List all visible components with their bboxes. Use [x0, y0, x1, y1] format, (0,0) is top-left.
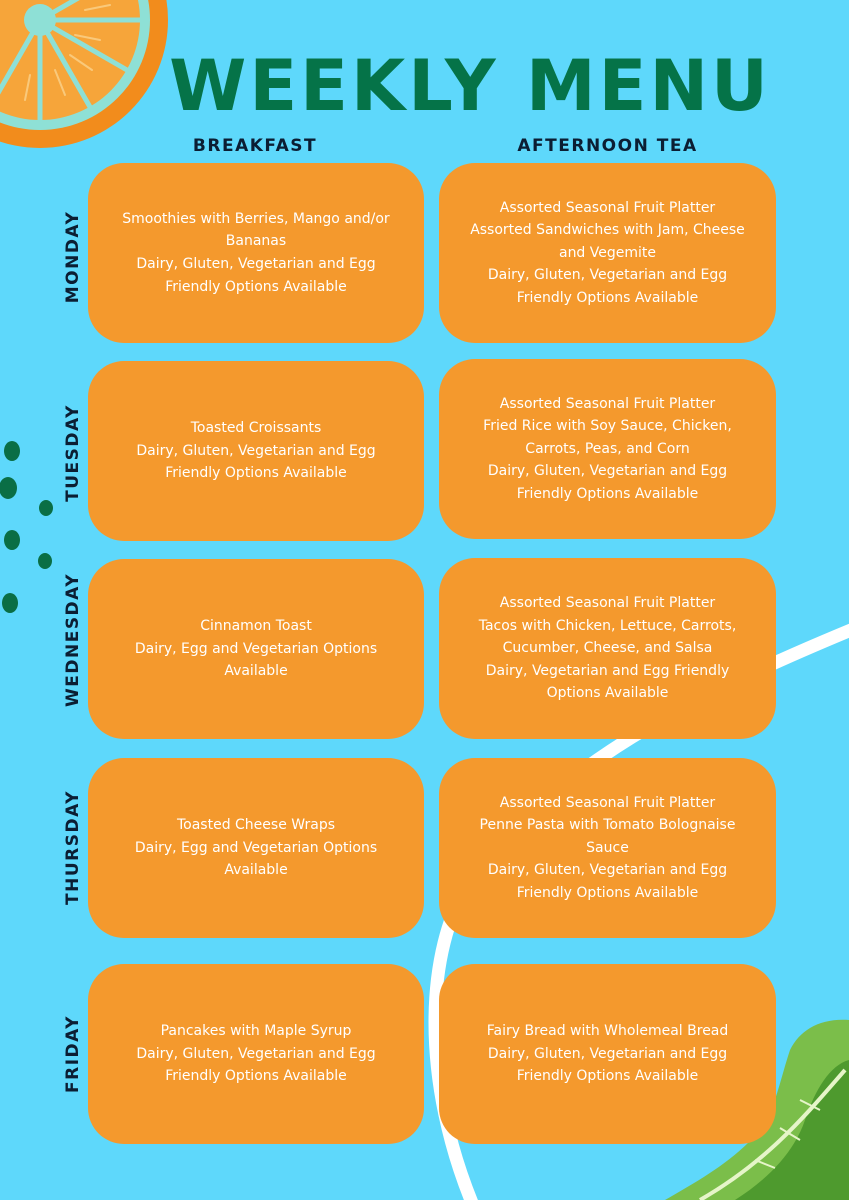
menu-line: Dairy, Vegetarian and Egg Friendly [485, 662, 730, 679]
page-title: WEEKLY MENU [169, 45, 771, 127]
menu-line: Assorted Seasonal Fruit Platter [499, 595, 716, 612]
menu-line: Assorted Sandwiches with Jam, Cheese [470, 222, 745, 239]
menu-line: Penne Pasta with Tomato Bolognaise [479, 817, 736, 834]
menu-line: Dairy, Gluten, Vegetarian and Egg [487, 267, 728, 284]
tuesday-breakfast-card [88, 361, 424, 541]
day-label-friday: FRIDAY [63, 1015, 83, 1093]
tuesday-tea-card [439, 359, 776, 539]
menu-line: Options Available [546, 685, 669, 702]
friday-tea-card [439, 964, 776, 1144]
thursday-breakfast-card [88, 758, 424, 938]
friday-breakfast-card [88, 964, 424, 1144]
menu-line: Assorted Seasonal Fruit Platter [499, 199, 716, 216]
menu-line: Available [224, 663, 288, 680]
menu-line: Friendly Options Available [516, 289, 699, 306]
menu-line: Friendly Options Available [516, 485, 699, 502]
menu-line: Fairy Bread with Wholemeal Bread [486, 1023, 729, 1040]
menu-line: Friendly Options Available [165, 1068, 347, 1085]
menu-line: Dairy, Egg and Vegetarian Options [134, 640, 378, 657]
afternoon-tea-column-heading: AFTERNOON TEA [517, 136, 698, 156]
breakfast-column-heading: BREAKFAST [192, 136, 318, 156]
day-label-thursday: THURSDAY [63, 790, 83, 905]
monday-tea-card [439, 163, 776, 343]
thursday-tea-card [439, 758, 776, 938]
menu-line: Smoothies with Berries, Mango and/or [122, 210, 390, 227]
menu-line: Pancakes with Maple Syrup [160, 1023, 352, 1040]
orange-slice-icon [0, 0, 168, 148]
menu-line: Dairy, Gluten, Vegetarian and Egg [136, 1045, 376, 1062]
menu-line: Assorted Seasonal Fruit Platter [499, 794, 716, 811]
menu-line: Assorted Seasonal Fruit Platter [499, 395, 716, 412]
day-label-monday: MONDAY [63, 210, 83, 304]
wednesday-breakfast-card [88, 559, 424, 739]
menu-line: Cinnamon Toast [200, 618, 312, 635]
monday-breakfast-card [88, 163, 424, 343]
menu-line: Toasted Croissants [190, 420, 322, 437]
menu-line: Tacos with Chicken, Lettuce, Carrots, [478, 617, 737, 634]
menu-line: Cucumber, Cheese, and Salsa [502, 640, 713, 657]
menu-line: Friendly Options Available [165, 278, 347, 295]
menu-line: Friendly Options Available [516, 1068, 699, 1085]
menu-line: Available [224, 862, 288, 879]
menu-line: Toasted Cheese Wraps [176, 817, 335, 834]
menu-line: Friendly Options Available [516, 884, 699, 901]
menu-line: Dairy, Gluten, Vegetarian and Egg [487, 862, 728, 879]
menu-line: Carrots, Peas, and Corn [525, 440, 690, 457]
menu-line: Dairy, Gluten, Vegetarian and Egg [487, 463, 728, 480]
wednesday-tea-card [439, 558, 776, 739]
menu-line: Bananas [225, 233, 287, 250]
green-dots-icon [0, 441, 53, 613]
menu-line: and Vegemite [558, 244, 657, 261]
menu-line: Dairy, Gluten, Vegetarian and Egg [487, 1045, 728, 1062]
menu-line: Sauce [586, 839, 629, 856]
menu-line: Dairy, Gluten, Vegetarian and Egg [136, 256, 376, 272]
day-label-wednesday: WEDNESDAY [63, 572, 83, 707]
menu-line: Friendly Options Available [165, 465, 347, 482]
menu-line: Fried Rice with Soy Sauce, Chicken, [483, 418, 732, 435]
day-label-tuesday: TUESDAY [63, 404, 83, 502]
menu-line: Dairy, Gluten, Vegetarian and Egg [136, 442, 376, 459]
menu-line: Dairy, Egg and Vegetarian Options [134, 839, 378, 856]
